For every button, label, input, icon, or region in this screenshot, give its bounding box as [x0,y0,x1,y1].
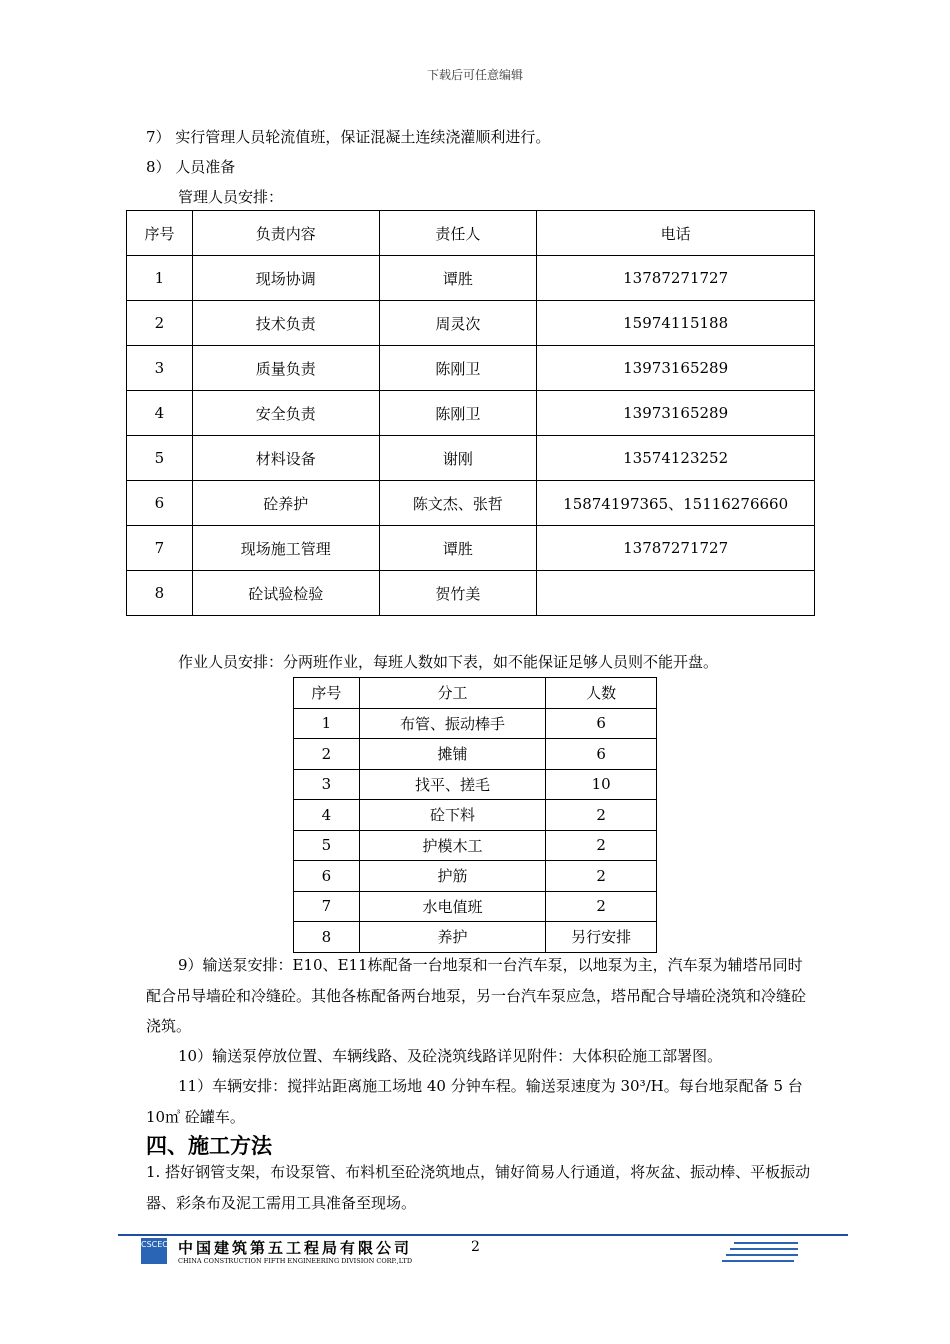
decorative-wave-icon [722,1240,802,1262]
table-cell: 砼养护 [192,481,379,526]
table-row [294,861,657,892]
table-cell: 砼下料 [359,800,545,831]
table-cell: 1 [127,256,193,301]
table-cell: 2 [127,301,193,346]
table-cell: 5 [294,830,360,861]
section-title: 四、施工方法 [146,1134,272,1158]
table-row [127,301,815,346]
table-cell: 13973165289 [537,391,815,436]
table-row [127,346,815,391]
table-cell: 谢刚 [379,436,537,481]
table-cell: 15874197365、15116276660 [537,481,815,526]
table-cell: 6 [546,708,657,739]
column-header: 序号 [294,678,360,709]
table-cell: 砼试验检验 [192,571,379,616]
table-cell: 10 [546,769,657,800]
section-paragraph: 1. 搭好钢管支架，布设泵管、布料机至砼浇筑地点，铺好简易人行通道，将灰盆、振动棒、平板振动器、彩条布及泥工需用工具准备至现场。 [146,1163,811,1212]
table-cell: 13787271727 [537,526,815,571]
table-cell: 护筋 [359,861,545,892]
page-number: 2 [471,1239,480,1255]
worker-table [293,677,657,953]
table-row [294,739,657,770]
table-cell: 8 [127,571,193,616]
table-cell: 另行安排 [546,922,657,953]
table-cell: 4 [127,391,193,436]
table-cell: 贺竹美 [379,571,537,616]
table-row [294,769,657,800]
company-name-en: CHINA CONSTRUCTION FIFTH ENGINEERING DIVISION CORP.,LTD [178,1257,413,1265]
table-row [127,256,815,301]
table-row [294,922,657,953]
paragraph-vehicles: 11）车辆安排：搅拌站距离施工场地 40 分钟车程。输送泵速度为 30³/H。每台地泵配备 5 台 10㎥ 砼罐车。 [146,1077,803,1126]
table-cell: 现场协调 [192,256,379,301]
item-7-text: 7） 实行管理人员轮流值班，保证混凝土连续浇灌顺利进行。 [146,128,551,146]
table-cell: 2 [294,739,360,770]
column-header: 电话 [537,211,815,256]
table-cell: 3 [127,346,193,391]
table-cell: 摊铺 [359,739,545,770]
table-cell: 2 [546,830,657,861]
mgmt-caption: 管理人员安排： [178,188,284,206]
table-cell: 13973165289 [537,346,815,391]
column-header: 序号 [127,211,193,256]
table-cell: 15974115188 [537,301,815,346]
table-cell: 6 [294,861,360,892]
company-name-cn: 中国建筑第五工程局有限公司 [178,1239,413,1257]
table-cell: 找平、搓毛 [359,769,545,800]
table-cell: 6 [546,739,657,770]
table-header-row [294,678,657,709]
table-cell: 2 [546,891,657,922]
table-cell: 13574123252 [537,436,815,481]
table-cell [537,571,815,616]
table-header-row [127,211,815,256]
table-row [127,481,815,526]
table-cell: 2 [546,861,657,892]
table-cell: 陈刚卫 [379,391,537,436]
table-cell: 1 [294,708,360,739]
table-cell: 材料设备 [192,436,379,481]
paragraph-pump: 9）输送泵安排：E10、E11栋配备一台地泵和一台汽车泵，以地泵为主，汽车泵为辅塔吊同时配合吊导墙砼和冷缝砼。其他各栋配备两台地泵，另一台汽车泵应急，塔吊配合导墙砼浇筑和冷缝砼浇筑。 [146,956,807,1035]
table-cell: 谭胜 [379,526,537,571]
item-8-text: 8） 人员准备 [146,158,236,176]
table-cell: 现场施工管理 [192,526,379,571]
table-row [127,391,815,436]
table-row [294,800,657,831]
worker-caption: 作业人员安排：分两班作业，每班人数如下表，如不能保证足够人员则不能开盘。 [178,653,719,671]
table-cell: 周灵次 [379,301,537,346]
table-cell: 6 [127,481,193,526]
column-header: 人数 [546,678,657,709]
management-table [126,210,815,616]
column-header: 负责内容 [192,211,379,256]
table-cell: 4 [294,800,360,831]
column-header: 责任人 [379,211,537,256]
table-cell: 安全负责 [192,391,379,436]
table-cell: 13787271727 [537,256,815,301]
table-cell: 3 [294,769,360,800]
table-row [127,571,815,616]
table-cell: 谭胜 [379,256,537,301]
footer-rule [118,1234,848,1236]
table-row [294,830,657,861]
header-note: 下载后可任意编辑 [426,68,523,82]
table-cell: 布管、振动棒手 [359,708,545,739]
table-cell: 陈文杰、张哲 [379,481,537,526]
table-cell: 陈刚卫 [379,346,537,391]
table-cell: 技术负责 [192,301,379,346]
table-cell: 养护 [359,922,545,953]
table-cell: 护模木工 [359,830,545,861]
column-header: 分工 [359,678,545,709]
table-row [294,891,657,922]
table-row [294,708,657,739]
table-cell: 2 [546,800,657,831]
table-cell: 7 [294,891,360,922]
table-cell: 8 [294,922,360,953]
table-cell: 质量负责 [192,346,379,391]
table-row [127,436,815,481]
table-row [127,526,815,571]
table-cell: 水电值班 [359,891,545,922]
paragraph-pump-location: 10）输送泵停放位置、车辆线路、及砼浇筑线路详见附件：大体积砼施工部署图。 [178,1047,723,1065]
table-cell: 7 [127,526,193,571]
company-logo: CSCEC [141,1238,167,1264]
table-cell: 5 [127,436,193,481]
